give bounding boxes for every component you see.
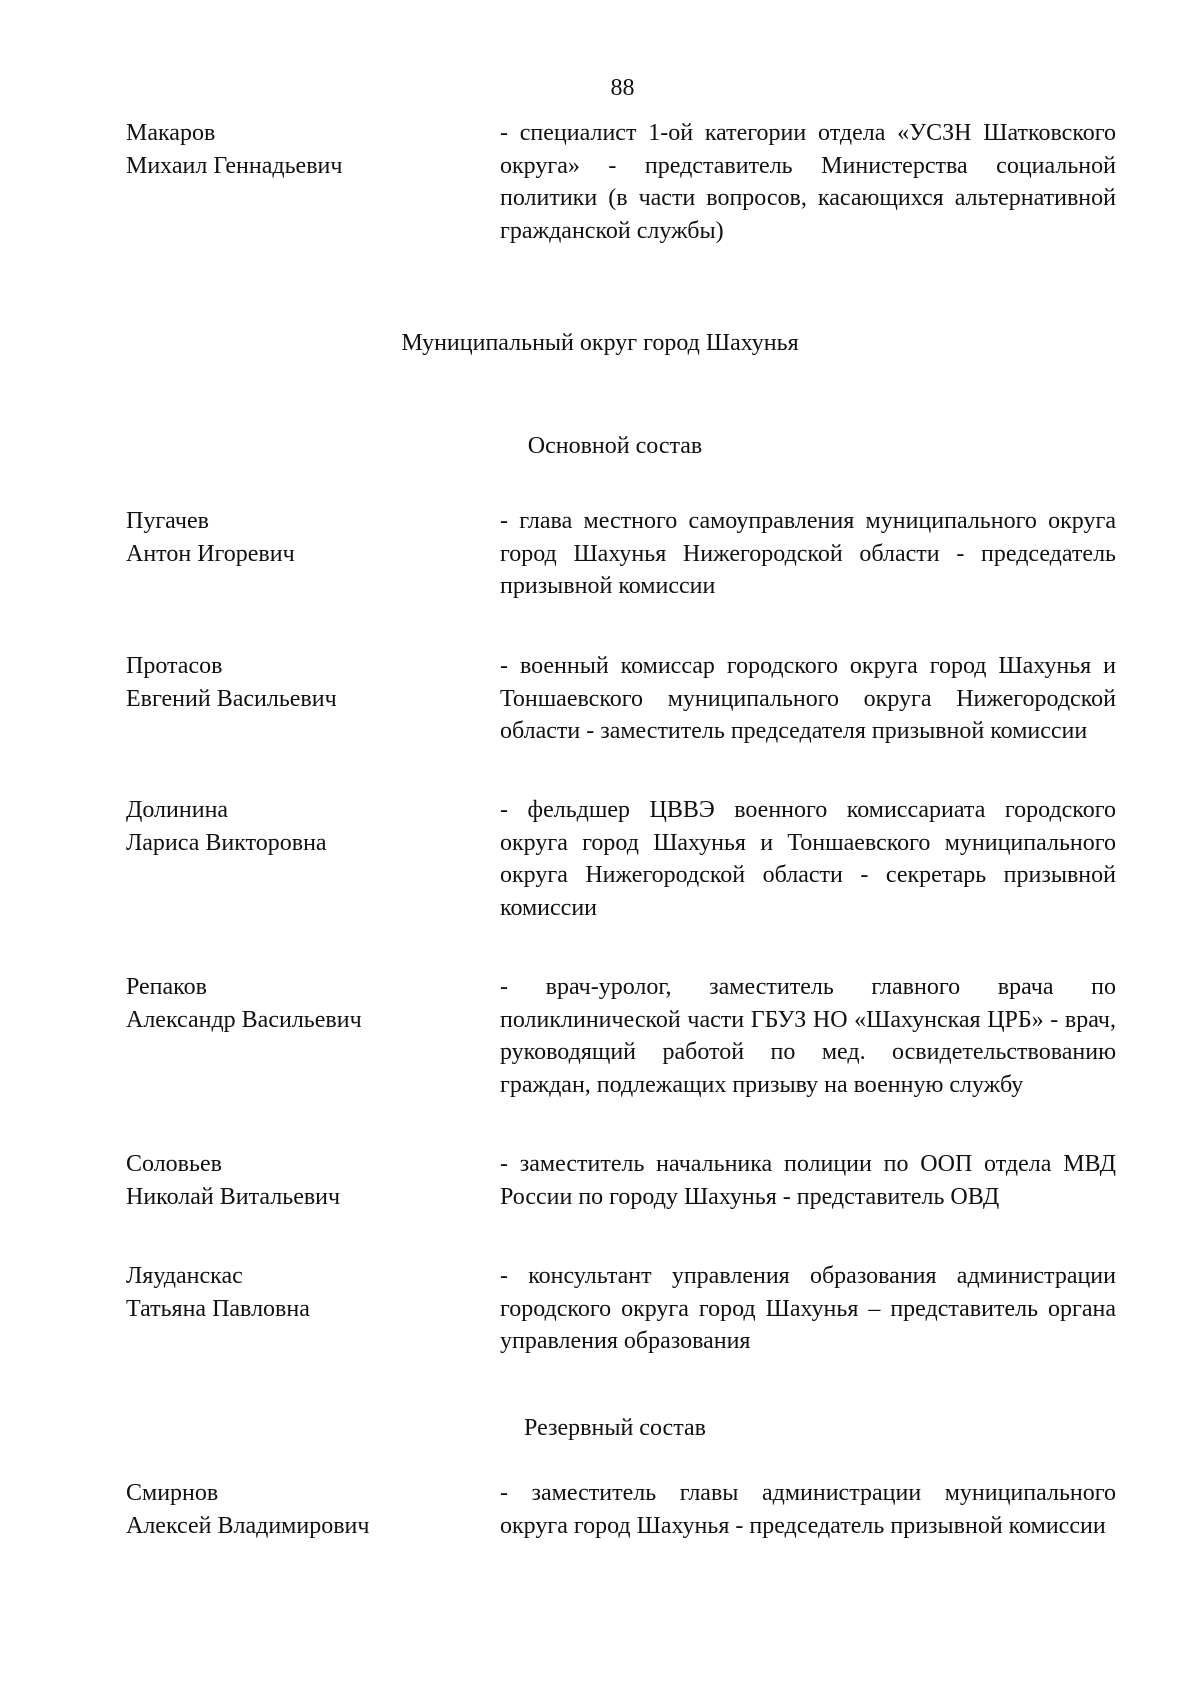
member-name — [126, 971, 486, 1036]
member-role: - заместитель начальника полиции по ООП отдела МВД России по городу Шахунья - представитель ОВД — [500, 1151, 1116, 1210]
member-role: - военный комиссар городского округа город Шахунья и Тоншаевского муниципального округа Нижегородской области - заместитель председателя призывной комиссии — [500, 653, 1116, 745]
main-section-title: Основной состав — [527, 433, 703, 459]
member-role: - консультант управления образования администрации городского округа город Шахунья – представитель органа управления образования — [500, 1263, 1116, 1355]
reserve-section-title: Резервный состав — [524, 1415, 706, 1441]
district-title: Муниципальный округ город Шахунья — [401, 330, 799, 356]
member-given-names: Николай Витальевич — [126, 1183, 341, 1210]
member-role: - фельдшер ЦВВЭ военного комиссариата городского округа город Шахунья и Тоншаевского муниципального округа Нижегородской области - секретарь призывной комиссии — [500, 797, 1116, 921]
member-given-names: Лариса Викторовна — [126, 829, 327, 856]
member-surname: Репаков — [126, 974, 207, 1000]
member-name — [126, 650, 486, 715]
member-role: - глава местного самоуправления муниципального округа город Шахунья Нижегородской области - председатель призывной комиссии — [500, 508, 1116, 600]
member-role: - врач-уролог, заместитель главного врача по поликлинической части ГБУЗ НО «Шахунская ЦРБ» - врач, руководящий работой по мед. освидетельствованию граждан, подлежащих призыву на военную службу — [500, 974, 1116, 1098]
member-surname: Соловьев — [126, 1151, 222, 1177]
member-role: - заместитель главы администрации муниципального округа город Шахунья - председатель призывной комиссии — [500, 1480, 1116, 1539]
member-given-names: Алексей Владимирович — [126, 1512, 370, 1539]
member-given-names: Михаил Геннадьевич — [126, 152, 343, 179]
member-surname: Долинина — [126, 797, 229, 823]
member-given-names: Евгений Васильевич — [126, 685, 337, 712]
member-name — [126, 505, 486, 570]
member-name — [126, 117, 486, 182]
member-name — [126, 1477, 486, 1542]
member-name — [126, 794, 486, 859]
member-surname: Смирнов — [126, 1480, 219, 1506]
member-surname: Пугачев — [126, 508, 209, 534]
member-surname: Ляуданскас — [126, 1263, 243, 1289]
member-role: - специалист 1-ой категории отдела «УСЗН Шатковского округа» - представитель Министерства социальной политики (в части вопросов, касающихся альтернативной гражданской службы) — [500, 120, 1116, 244]
page-number: 88 — [610, 75, 635, 101]
member-given-names: Антон Игоревич — [126, 540, 295, 567]
member-surname: Протасов — [126, 653, 223, 679]
member-name — [126, 1148, 486, 1213]
member-name — [126, 1260, 486, 1325]
member-surname: Макаров — [126, 120, 216, 146]
member-given-names: Александр Васильевич — [126, 1006, 362, 1033]
member-given-names: Татьяна Павловна — [126, 1295, 310, 1322]
